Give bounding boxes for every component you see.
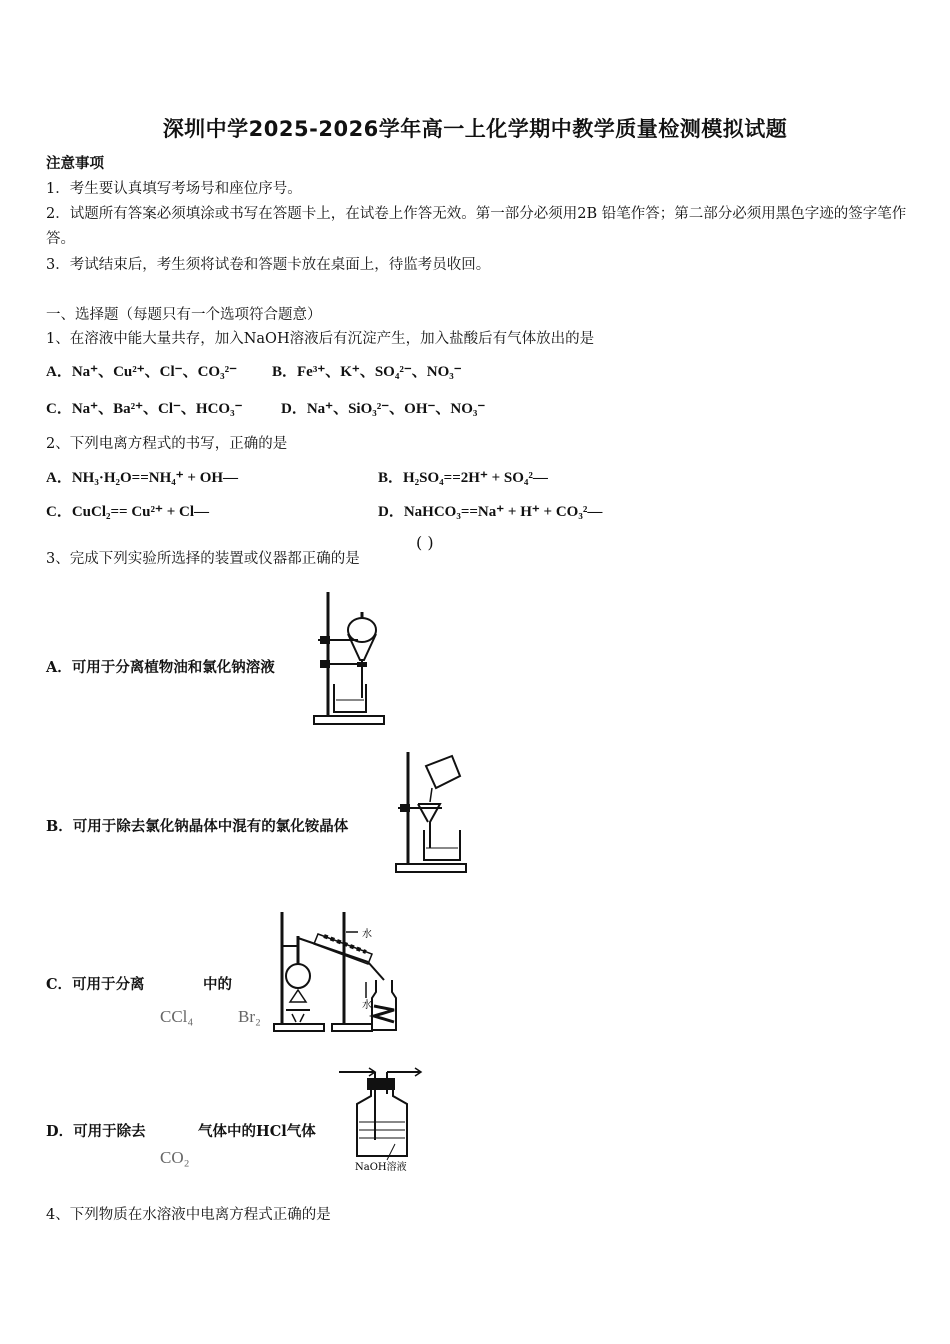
q2-option-a: A．NH₃·H₂O==NH₄⁺ + OH— xyxy=(46,470,239,486)
q3-stem: 3、完成下列实验所选择的装置或仪器都正确的是 xyxy=(46,551,360,567)
notice-item-3: 3．考试结束后，考生须将试卷和答题卡放在桌面上，待监考员收回。 xyxy=(46,257,491,273)
formula-ccl4: CCl₄ xyxy=(160,1007,194,1026)
section-heading: 一、选择题（每题只有一个选项符合题意） xyxy=(46,307,322,323)
separatory-funnel-diagram xyxy=(310,588,390,728)
naoh-label: NaOH溶液 xyxy=(355,1162,407,1173)
q3-answer-paren: ( ) xyxy=(416,533,434,552)
formula-br2: Br₂ xyxy=(238,1007,261,1026)
distillation-diagram xyxy=(268,906,410,1034)
q3-option-d-post: 气体中的HCl气体 xyxy=(198,1123,316,1140)
q3-option-a: A．可用于分离植物油和氯化钠溶液 xyxy=(46,659,275,676)
page-title: 深圳中学2025-2026学年高一上化学期中教学质量检测模拟试题 xyxy=(162,117,788,141)
q1-option-b: B．Fe³⁺、K⁺、SO₄²⁻、NO₃⁻ xyxy=(272,364,462,380)
notice-heading: 注意事项 xyxy=(46,155,104,172)
q2-option-b: B．H₂SO₄==2H⁺ + SO₄²— xyxy=(378,470,548,486)
q1-option-c: C．Na⁺、Ba²⁺、Cl⁻、HCO₃⁻ xyxy=(46,401,243,417)
q3-option-c-mid: 中的 xyxy=(203,976,232,993)
q3-option-b: B．可用于除去氯化钠晶体中混有的氯化铵晶体 xyxy=(46,818,349,835)
notice-item-2: 2．试题所有答案必须填涂或书写在答题卡上，在试卷上作答无效。第一部分必须用2B 铅笔作答；第二部分必须用黑色字迹的签字笔作答。 xyxy=(46,206,907,247)
gas-washing-bottle-diagram xyxy=(335,1064,427,1176)
notice-item-1: 1．考生要认真填写考场号和座位序号。 xyxy=(46,181,302,197)
q1-option-d: D．Na⁺、SiO₃²⁻、OH⁻、NO₃⁻ xyxy=(281,401,486,417)
water-label-bottom: 水 xyxy=(362,1000,372,1011)
q2-option-d: D．NaHCO₃==Na⁺ + H⁺ + CO₃²— xyxy=(378,504,603,520)
filtration-diagram xyxy=(392,748,472,876)
q3-option-c-prefix: C．可用于分离 xyxy=(46,976,145,993)
q2-stem: 2、下列电离方程式的书写，正确的是 xyxy=(46,436,288,452)
q1-option-a: A．Na⁺、Cu²⁺、Cl⁻、CO₃²⁻ xyxy=(46,364,238,380)
q1-stem: 1、在溶液中能大量共存，加入NaOH溶液后有沉淀产生，加入盐酸后有气体放出的是 xyxy=(46,331,595,347)
formula-co2: CO₂ xyxy=(160,1148,190,1167)
q3-option-d-prefix: D．可用于除去 xyxy=(46,1123,146,1140)
water-label-top: 水 xyxy=(362,929,372,940)
q4-stem: 4、下列物质在水溶液中电离方程式正确的是 xyxy=(46,1207,331,1223)
q2-option-c: C．CuCl₂== Cu²⁺ + Cl— xyxy=(46,504,209,520)
